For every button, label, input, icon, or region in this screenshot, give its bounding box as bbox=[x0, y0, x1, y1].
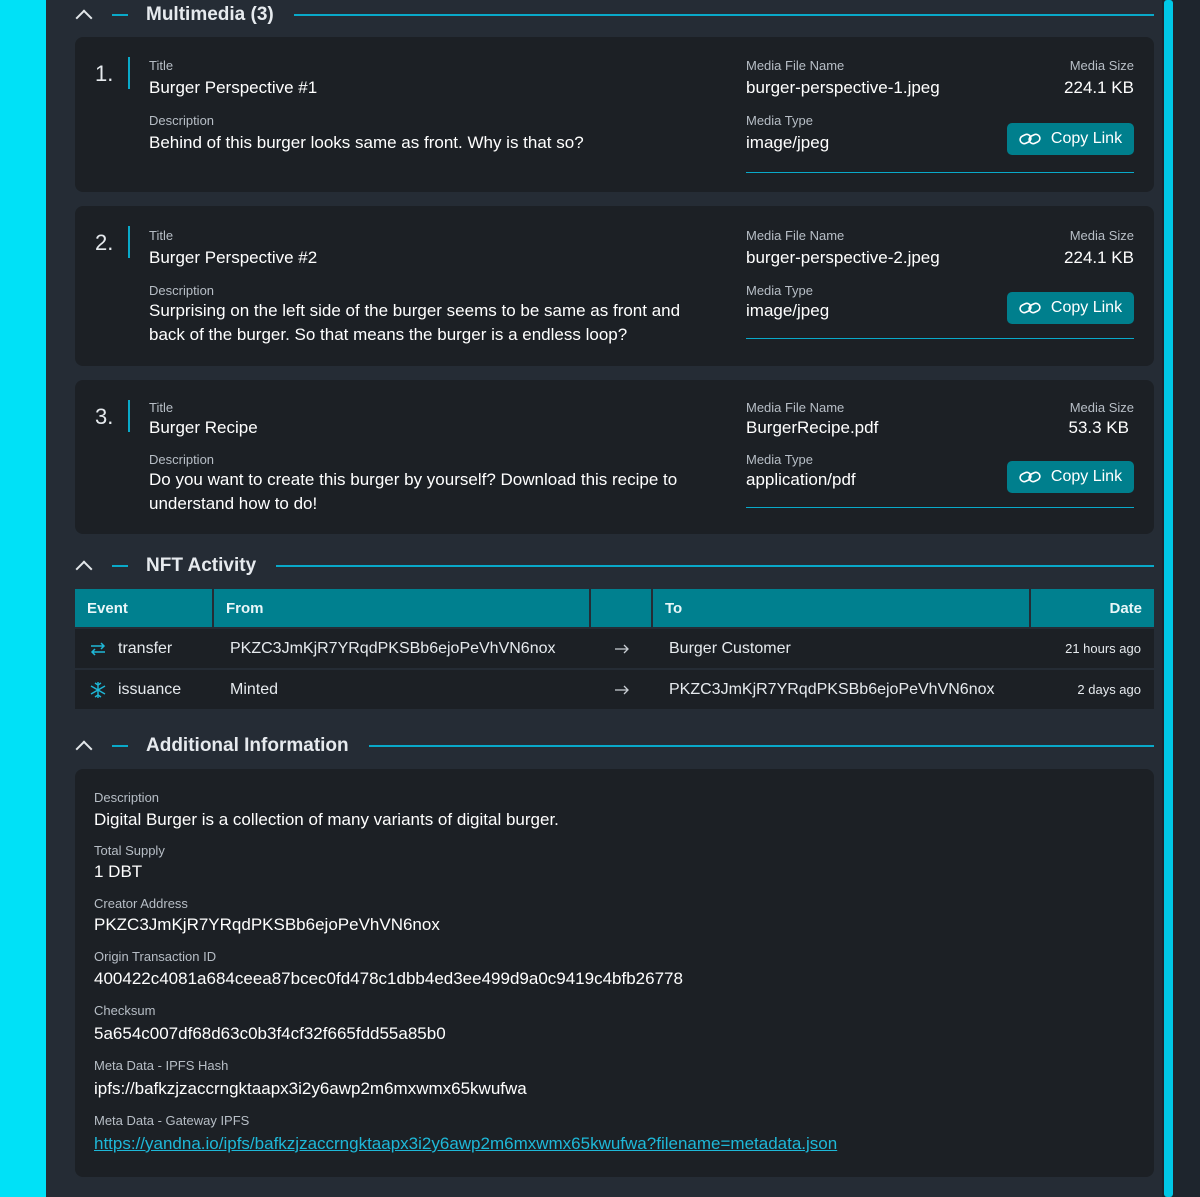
index-divider bbox=[128, 400, 130, 432]
index-divider bbox=[128, 226, 130, 258]
media-description: Do you want to create this burger by yourself? Download this recipe to understand how to do! bbox=[149, 470, 678, 513]
size-label: Media Size bbox=[1069, 58, 1134, 73]
header-dash bbox=[112, 14, 128, 16]
type-label: Media Type bbox=[746, 283, 813, 298]
media-description: Behind of this burger looks same as front. Why is that so? bbox=[149, 133, 584, 152]
link-icon bbox=[1019, 301, 1041, 315]
creator-address: PKZC3JmKjR7YRqdPKSBb6ejoPeVhVN6nox bbox=[94, 915, 440, 934]
section-title: Multimedia (3) bbox=[146, 4, 274, 25]
media-type: image/jpeg bbox=[746, 133, 830, 152]
copy-link-button[interactable] bbox=[1007, 123, 1134, 155]
header-dash bbox=[112, 745, 128, 747]
gateway-ipfs-link[interactable]: https://yandna.io/ipfs/bafkzjzaccrngktaapx3i2y6awp2m6mxwmx65kwufwa?filename=metadata.json bbox=[94, 1134, 838, 1153]
header-line bbox=[294, 14, 1154, 16]
info-label: Creator Address bbox=[94, 896, 188, 911]
column-header-event[interactable]: Event bbox=[75, 589, 212, 627]
checksum: 5a654c007df68d63c0b3f4cf32f665fdd55a85b0 bbox=[94, 1024, 446, 1043]
chevron-up-icon[interactable] bbox=[74, 5, 94, 25]
description-label: Description bbox=[149, 452, 215, 467]
media-index: 2. bbox=[95, 230, 114, 255]
column-header-date[interactable]: Date bbox=[1031, 589, 1154, 627]
file-name-label: Media File Name bbox=[746, 228, 845, 243]
type-label: Media Type bbox=[746, 452, 813, 467]
to-address[interactable]: Burger Customer bbox=[669, 639, 791, 657]
column-header-to[interactable]: To bbox=[653, 589, 1029, 627]
multimedia-section-header[interactable] bbox=[74, 0, 1154, 30]
event-name: transfer bbox=[118, 639, 173, 657]
media-index: 1. bbox=[95, 61, 114, 86]
column-header-from[interactable]: From bbox=[214, 589, 589, 627]
chevron-up-icon[interactable] bbox=[74, 736, 94, 756]
index-divider bbox=[128, 57, 130, 89]
media-item-card bbox=[75, 380, 1154, 534]
media-title: Burger Perspective #2 bbox=[149, 248, 318, 267]
title-label: Title bbox=[149, 400, 174, 415]
table-header bbox=[75, 589, 1154, 627]
description-label: Description bbox=[149, 283, 215, 298]
file-name-label: Media File Name bbox=[746, 400, 845, 415]
additional-section-header[interactable] bbox=[74, 731, 1154, 761]
copy-link-label: Copy Link bbox=[1050, 299, 1123, 316]
chevron-up-icon[interactable] bbox=[74, 556, 94, 576]
copy-link-button[interactable] bbox=[1007, 461, 1134, 493]
media-description: Surprising on the left side of the burger seems to be same as front and back of the burger. So that means the burger is a endless loop? bbox=[149, 301, 681, 344]
size-label: Media Size bbox=[1069, 400, 1134, 415]
media-size: 53.3 KB bbox=[1068, 418, 1129, 437]
file-name-label: Media File Name bbox=[746, 58, 845, 73]
transaction-id: 400422c4081a684ceea87bcec0fd478c1dbb4ed3ee499d9a0c9419c4bfb26778 bbox=[94, 969, 683, 988]
media-item-card bbox=[75, 206, 1154, 366]
link-icon bbox=[1019, 132, 1041, 146]
additional-info-card bbox=[75, 769, 1154, 1177]
size-label: Media Size bbox=[1069, 228, 1134, 243]
copy-link-label: Copy Link bbox=[1050, 130, 1123, 147]
column-header-arrow bbox=[591, 589, 651, 627]
ipfs-hash: ipfs://bafkzjzaccrngktaapx3i2y6awp2m6mxwmx65kwufwa bbox=[94, 1079, 527, 1098]
title-label: Title bbox=[149, 228, 174, 243]
media-type: image/jpeg bbox=[746, 301, 830, 320]
info-label: Origin Transaction ID bbox=[94, 949, 217, 964]
media-file-name: burger-perspective-1.jpeg bbox=[746, 78, 940, 97]
title-label: Title bbox=[149, 58, 174, 73]
media-file-name: burger-perspective-2.jpeg bbox=[746, 248, 940, 267]
card-underline bbox=[746, 172, 1134, 173]
event-date: 21 hours ago bbox=[1065, 641, 1141, 656]
from-address: Minted bbox=[230, 680, 279, 698]
media-title: Burger Perspective #1 bbox=[149, 78, 318, 97]
header-line bbox=[369, 745, 1154, 747]
transfer-icon bbox=[89, 629, 107, 668]
copy-link-button[interactable] bbox=[1007, 292, 1134, 324]
info-label: Meta Data - Gateway IPFS bbox=[94, 1113, 250, 1128]
section-title: Additional Information bbox=[146, 735, 349, 756]
arrow-right-icon bbox=[614, 629, 630, 668]
media-type: application/pdf bbox=[746, 470, 856, 489]
media-title: Burger Recipe bbox=[149, 418, 258, 437]
media-size: 224.1 KB bbox=[1064, 248, 1134, 267]
section-title: NFT Activity bbox=[146, 555, 257, 576]
copy-link-label: Copy Link bbox=[1050, 468, 1123, 485]
activity-table bbox=[75, 589, 1154, 709]
info-label: Checksum bbox=[94, 1003, 156, 1018]
table-row[interactable] bbox=[75, 627, 1154, 668]
from-address[interactable]: PKZC3JmKjR7YRqdPKSBb6ejoPeVhVN6nox bbox=[230, 639, 556, 657]
link-icon bbox=[1019, 470, 1041, 484]
info-value: 1 DBT bbox=[94, 862, 143, 881]
card-underline bbox=[746, 507, 1134, 508]
media-size: 224.1 KB bbox=[1064, 78, 1134, 97]
description-label: Description bbox=[149, 113, 215, 128]
media-item-card bbox=[75, 37, 1154, 192]
snowflake-icon bbox=[89, 670, 107, 709]
header-dash bbox=[112, 565, 128, 567]
to-address[interactable]: PKZC3JmKjR7YRqdPKSBb6ejoPeVhVN6nox bbox=[669, 680, 995, 698]
card-underline bbox=[746, 338, 1134, 339]
event-name: issuance bbox=[118, 680, 182, 698]
info-label: Description bbox=[94, 790, 160, 805]
arrow-right-icon bbox=[614, 670, 630, 709]
header-line bbox=[276, 565, 1154, 567]
info-label: Total Supply bbox=[94, 843, 165, 858]
info-label: Meta Data - IPFS Hash bbox=[94, 1058, 229, 1073]
event-date: 2 days ago bbox=[1077, 682, 1141, 697]
media-file-name: BurgerRecipe.pdf bbox=[746, 418, 879, 437]
info-value: Digital Burger is a collection of many variants of digital burger. bbox=[94, 810, 559, 829]
media-index: 3. bbox=[95, 404, 114, 429]
scrollbar-thumb[interactable] bbox=[1164, 0, 1173, 1197]
table-row[interactable] bbox=[75, 668, 1154, 709]
type-label: Media Type bbox=[746, 113, 813, 128]
activity-section-header[interactable] bbox=[74, 551, 1154, 581]
